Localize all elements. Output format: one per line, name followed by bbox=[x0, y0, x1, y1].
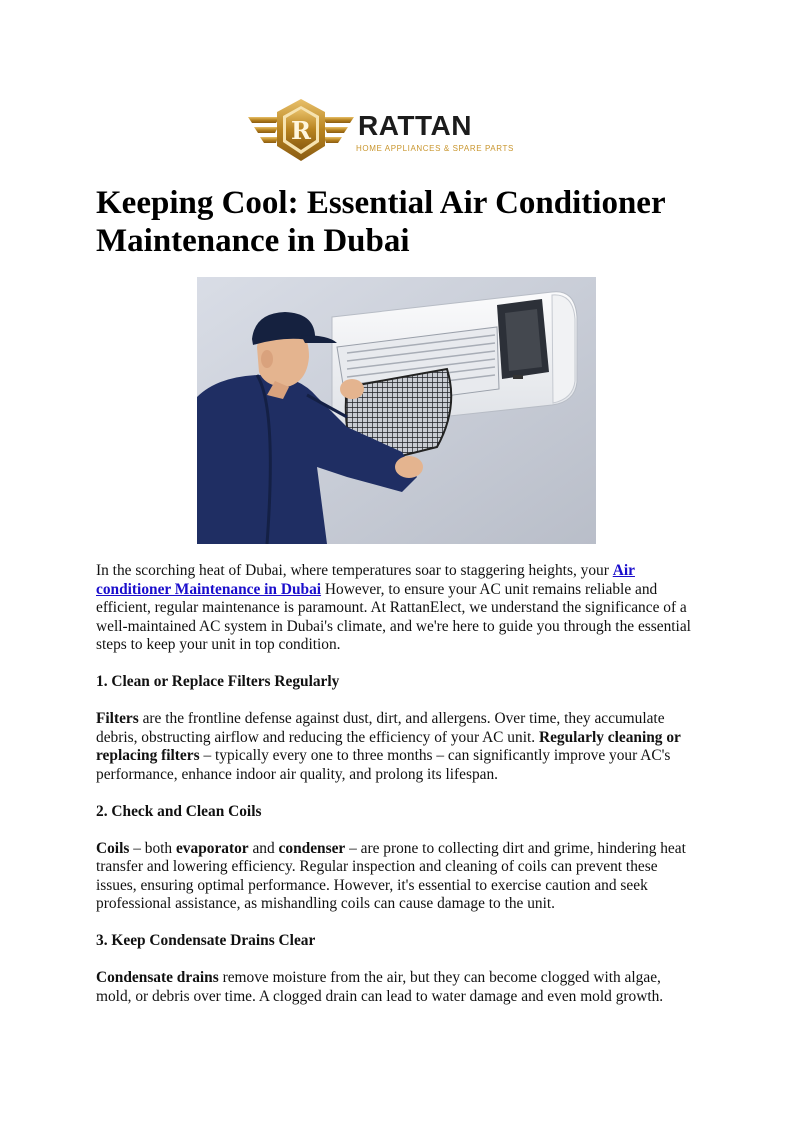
technician-cleaning-ac-filter-photo bbox=[197, 277, 596, 544]
section-paragraph: Filters are the frontline defense against dust, dirt, and allergens. Over time, they accumulate debris, obstructing airflow and reducing the efficiency of your AC unit. Regularly cleaning or replacing filters – typically every one to three months – can significantly improve your AC's performance, enhance indoor air quality, and prolong its lifespan. bbox=[96, 710, 681, 783]
rattan-logo bbox=[246, 97, 526, 165]
section-heading: 1. Clean or Replace Filters Regularly bbox=[96, 673, 340, 690]
shield-emblem-icon bbox=[246, 97, 356, 165]
section-heading: 2. Check and Clean Coils bbox=[96, 802, 262, 820]
section-heading: 3. Keep Condensate Drains Clear bbox=[96, 932, 316, 949]
logo-tagline: HOME APPLIANCES & SPARE PARTS bbox=[356, 144, 514, 153]
article-title: Keeping Cool: Essential Air Conditioner Maintenance in Dubai bbox=[96, 185, 665, 259]
logo-wordmark: RATTAN bbox=[358, 110, 472, 141]
section-paragraph: Coils – both evaporator and condenser – are prone to collecting dirt and grime, hindering heat transfer and lowering efficiency. Regular inspection and cleaning of coils can prevent these issues, ensuring optimal performance. However, it's essential to exercise caution and seek professional assistance, as mishandling coils can cause damage to the unit. bbox=[96, 839, 686, 912]
ac-maintenance-link[interactable]: Air conditioner Maintenance in Dubai bbox=[96, 562, 635, 598]
intro-paragraph: In the scorching heat of Dubai, where temperatures soar to staggering heights, your Air conditioner Maintenance in Dubai However, to ensure your AC unit remains reliable and efficient, regular maintenance is paramount. At RattanElect, we understand the significance of a well-maintained AC system in Dubai's climate, and we're here to guide you through the essential steps to keep your unit in top condition. bbox=[96, 562, 691, 653]
article-body bbox=[96, 562, 696, 1025]
section-paragraph: Condensate drains remove moisture from the air, but they can become clogged with algae, mold, or debris over time. A clogged drain can lead to water damage and even mold growth. bbox=[96, 969, 664, 1005]
svg-text:R: R bbox=[291, 116, 311, 145]
